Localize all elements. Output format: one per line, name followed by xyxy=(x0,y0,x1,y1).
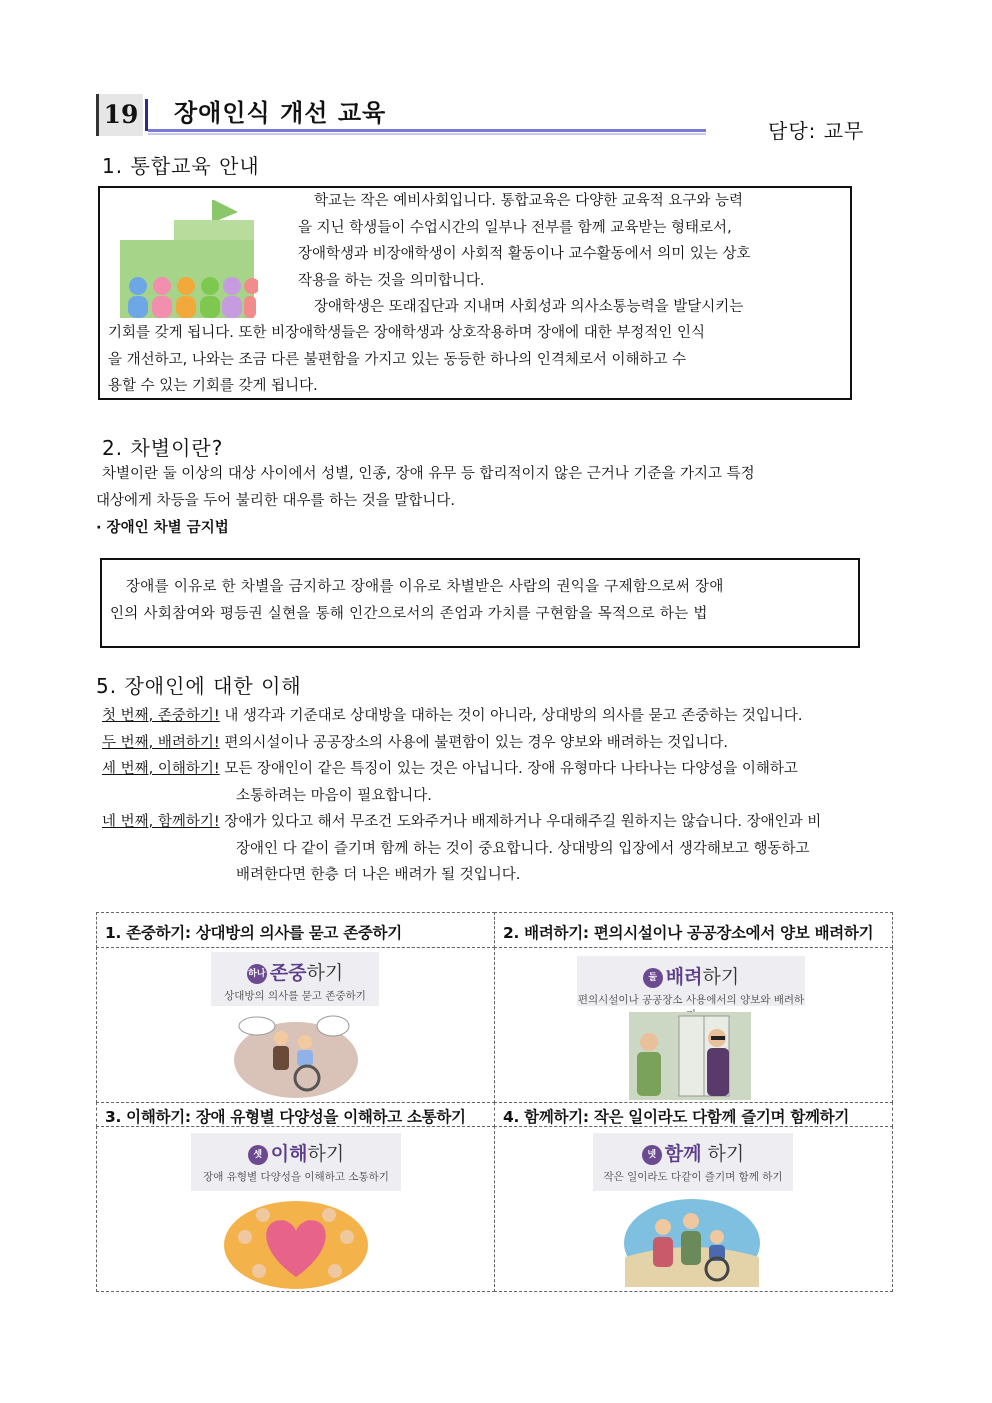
discrimination-definition-2: 대상에게 차등을 두어 불리한 대우를 하는 것을 말합니다. xyxy=(96,493,456,509)
item-text: 장애가 있다고 해서 무조건 도와주거나 배제하거나 우대해주길 원하지는 않습니다. 장애인과 비 xyxy=(224,814,822,830)
discrimination-definition-1: 차별이란 둘 이상의 대상 사이에서 성별, 인종, 장애 유무 등 합리적이지 않은 근거나 기준을 가지고 특정 xyxy=(102,466,755,482)
badge-one: 하나 xyxy=(247,964,267,984)
title-underline-light xyxy=(148,133,706,135)
law-line-1: 장애를 이유로 한 차별을 금지하고 장애를 이유로 차별받은 사람의 권익을 구제함으로써 장애 xyxy=(126,579,724,595)
intro-line-8: 용할 수 있는 기회를 갖게 됩니다. xyxy=(108,378,318,394)
card-subtitle: 편의시설이나 공공장소 사용에서의 양보와 배려하 xyxy=(577,994,805,1006)
understanding-item-2 xyxy=(102,730,728,757)
intro-line-3: 장애학생과 비장애학생이 사회적 활동이나 교수활동에서 의미 있는 상호 xyxy=(298,246,751,262)
caption-together: 4. 함께하기: 작은 일이라도 다함께 즐기며 함께하기 xyxy=(503,1108,850,1126)
card-subtitle: 작은 일이라도 다같이 즐기며 함께 하기 xyxy=(603,1171,783,1183)
item-text: 내 생각과 기준대로 상대방을 대하는 것이 아니라, 상대방의 의사를 묻고 존중하는 것입니다. xyxy=(224,708,803,724)
intro-line-1: 학교는 작은 예비사회입니다. 통합교육은 다양한 교육적 요구와 능력 xyxy=(314,193,744,209)
summary-table xyxy=(96,912,893,1292)
table-caption-cell xyxy=(96,912,495,948)
law-heading: · 장애인 차별 금지법 xyxy=(96,520,229,536)
item-text: 모든 장애인이 같은 특징이 있는 것은 아닙니다. 장애 유형마다 나타나는 다양성을 이해하고 xyxy=(224,761,798,777)
caption-consideration: 2. 배려하기: 편의시설이나 공공장소에서 양보 배려하기 xyxy=(503,924,874,942)
section-number: 19 xyxy=(96,94,143,136)
intro-line-6: 기회를 갖게 됩니다. 또한 비장애학생들은 장애학생과 상호작용하며 장애에 대한 부정적인 인식 xyxy=(108,325,705,341)
school-children-illustration xyxy=(118,194,258,318)
card-title-bold: 존중 xyxy=(269,962,307,984)
card-title-rest: 하기 xyxy=(702,966,740,988)
section1-title: 1. 통합교육 안내 xyxy=(102,154,260,178)
table-caption-cell xyxy=(494,912,893,948)
card-title-bold: 배려 xyxy=(665,966,703,988)
item-label: 네 번째, 함께하기! xyxy=(102,814,220,830)
title-underline xyxy=(148,129,706,132)
together-card-header xyxy=(593,1133,793,1191)
together-illustration xyxy=(623,1197,761,1287)
law-line-2: 인의 사회참여와 평등권 실현을 통해 인간으로서의 존엄과 가치를 구현함을 목적으로 하는 법 xyxy=(110,606,708,622)
caption-respect: 1. 존중하기: 상대방의 의사를 묻고 존중하기 xyxy=(105,924,402,942)
table-image-cell xyxy=(494,947,893,1103)
card-title-bold: 함께 xyxy=(664,1143,702,1165)
section5-title: 5. 장애인에 대한 이해 xyxy=(96,674,302,698)
intro-line-5: 장애학생은 또래집단과 지내며 사회성과 의사소통능력을 발달시키는 xyxy=(314,299,744,315)
intro-line-4: 작용을 하는 것을 의미합니다. xyxy=(298,272,485,289)
table-caption-cell xyxy=(96,1102,495,1127)
understanding-item-1 xyxy=(102,703,803,730)
badge-three: 셋 xyxy=(248,1145,268,1165)
item-text: 편의시설이나 공공장소의 사용에 불편함이 있는 경우 양보와 배려하는 것입니다. xyxy=(224,735,729,751)
card-subtitle: 상대방의 의사를 묻고 존중하기 xyxy=(224,990,366,1002)
intro-line-7: 을 개선하고, 나와는 조금 다른 불편함을 가지고 있는 동등한 하나의 인격체로서 이해하고 수 xyxy=(108,351,687,368)
badge-four: 넷 xyxy=(642,1145,662,1165)
consideration-illustration xyxy=(629,1012,751,1100)
table-image-cell xyxy=(96,947,495,1103)
header-accent-bar xyxy=(145,99,148,131)
card-title-rest: 하기 xyxy=(701,1143,745,1165)
item-label: 세 번째, 이해하기! xyxy=(102,761,220,777)
understanding-item-3 xyxy=(102,756,798,783)
item-label: 두 번째, 배려하기! xyxy=(102,735,220,751)
card-title-bold: 이해 xyxy=(270,1143,308,1165)
table-image-cell xyxy=(96,1126,495,1292)
caption-understanding: 3. 이해하기: 장애 유형별 다양성을 이해하고 소통하기 xyxy=(105,1108,466,1126)
section2-title: 2. 차별이란? xyxy=(102,436,224,460)
card-title-rest: 하기 xyxy=(306,962,344,984)
badge-two: 둘 xyxy=(643,968,663,988)
table-image-cell xyxy=(494,1126,893,1292)
respect-illustration xyxy=(233,1012,359,1098)
law-definition-box xyxy=(100,558,860,648)
understanding-card-header xyxy=(191,1133,401,1191)
page-title: 장애인식 개선 교육 xyxy=(174,99,387,127)
card-subtitle: 장애 유형별 다양성을 이해하고 소통하기 xyxy=(203,1171,389,1183)
understanding-item-4 xyxy=(102,809,821,836)
item-text-continued: 배려한다면 한층 더 나은 배려가 될 것입니다. xyxy=(236,867,521,883)
item-text-continued: 장애인 다 같이 즐기며 함께 하는 것이 중요합니다. 상대방의 입장에서 생각해보고 행동하고 xyxy=(236,841,810,857)
understanding-illustration xyxy=(223,1197,369,1289)
consideration-card-header xyxy=(577,956,805,1006)
table-caption-cell xyxy=(494,1102,893,1127)
integrated-education-box xyxy=(98,186,852,400)
respect-card-header xyxy=(211,952,379,1006)
item-label: 첫 번째, 존중하기! xyxy=(102,708,220,724)
intro-line-2: 을 지닌 학생들이 수업시간의 일부나 전부를 함께 교육받는 형태로서, xyxy=(298,219,732,236)
card-title-rest: 하기 xyxy=(307,1143,345,1165)
item-text-continued: 소통하려는 마음이 필요합니다. xyxy=(236,788,432,804)
owner-label: 담당: 교무 xyxy=(768,119,865,143)
